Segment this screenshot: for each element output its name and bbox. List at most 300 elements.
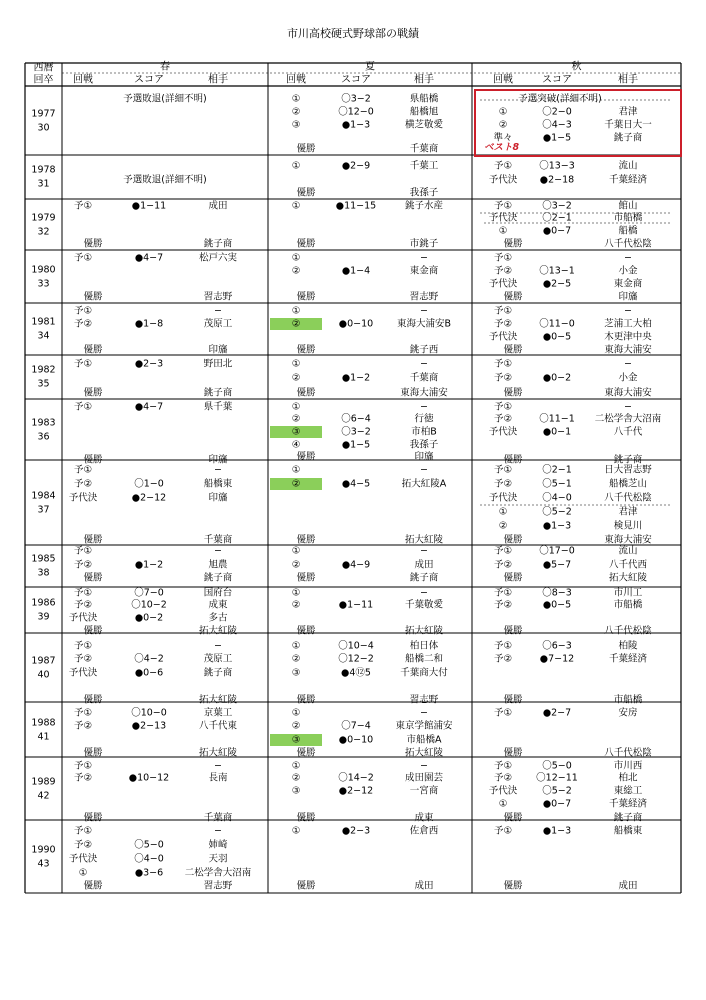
- summer-opponent: 千葉敬愛: [404, 599, 443, 611]
- summer-round: ③: [291, 119, 301, 131]
- spring-opponent: 天羽: [208, 853, 228, 865]
- year-label: 1980: [31, 264, 56, 275]
- autumn-opponent: −: [624, 252, 632, 264]
- summer-opponent: 成田園芸: [404, 772, 443, 784]
- summer-round: ②: [291, 653, 301, 665]
- spring-champion-team: 印旛: [208, 454, 228, 466]
- summer-champion-team: 成東: [414, 812, 434, 824]
- graduating-class-label: 39: [37, 611, 50, 623]
- spring-round: 予①: [73, 200, 93, 212]
- spring-champion-label: 優勝: [83, 572, 103, 584]
- autumn-champion-team: 東海大浦安: [604, 387, 652, 399]
- summer-round: ③: [291, 734, 301, 746]
- summer-round: ②: [291, 318, 301, 330]
- spring-opponent: −: [214, 545, 222, 557]
- spring-champion-label: 優勝: [83, 344, 103, 356]
- autumn-round: 予代決: [488, 278, 518, 290]
- autumn-opponent: 千葉経済: [608, 174, 647, 186]
- summer-score: 〇6−4: [341, 413, 371, 425]
- autumn-opponent: 柏陵: [618, 640, 638, 652]
- autumn-champion-team: 東海大浦安: [604, 534, 652, 546]
- spring-round: 予①: [73, 401, 93, 413]
- autumn-score: ●1−3: [542, 825, 572, 837]
- summer-round: ①: [291, 93, 301, 105]
- autumn-opponent: 東総工: [613, 785, 643, 797]
- spring-round: 予①: [73, 545, 93, 557]
- spring-round: 予②: [73, 839, 93, 851]
- spring-opponent: 野田北: [203, 358, 233, 370]
- graduating-class-label: 31: [37, 178, 50, 190]
- autumn-round: 予②: [493, 413, 513, 425]
- autumn-opponent: 木更津中央: [604, 331, 652, 343]
- autumn-champion-team: 拓大紅陵: [608, 572, 647, 584]
- autumn-round: 予①: [493, 305, 513, 317]
- summer-champion-team: 印旛: [414, 451, 434, 463]
- autumn-score: ●5−7: [542, 559, 572, 571]
- spring-champion-team: 拓大紅陵: [198, 694, 237, 706]
- spring-score: 〇5−0: [134, 839, 164, 851]
- spring-champion-team: 拓大紅陵: [198, 747, 237, 759]
- summer-score: ●4−5: [341, 478, 371, 490]
- spring-champion-label: 優勝: [83, 625, 103, 637]
- year-label: 1978: [31, 164, 56, 176]
- autumn-round: 予代決: [488, 331, 518, 343]
- autumn-score: 〇11−1: [539, 413, 575, 425]
- autumn-round: 予①: [493, 640, 513, 652]
- graduating-class-label: 42: [37, 790, 50, 801]
- spring-round: ①: [78, 867, 88, 879]
- autumn-round: 予①: [493, 252, 513, 264]
- summer-round: ①: [291, 305, 301, 317]
- spring-round: 予①: [73, 587, 93, 599]
- summer-champion-label: 優勝: [296, 880, 316, 892]
- autumn-header-round: 回戦: [493, 74, 513, 86]
- autumn-opponent: 銚子商: [613, 132, 643, 144]
- summer-score: ●1−11: [338, 599, 374, 611]
- summer-champion-label: 優勝: [296, 534, 316, 546]
- spring-opponent: 長南: [208, 772, 228, 784]
- spring-round: 予①: [73, 358, 93, 370]
- summer-score: ●2−3: [341, 825, 371, 837]
- year-label: 1977: [31, 108, 56, 119]
- autumn-round: 予②: [493, 599, 513, 611]
- summer-round: ①: [291, 545, 301, 557]
- autumn-score: 〇5−2: [542, 506, 572, 518]
- autumn-score: ●0−5: [542, 331, 572, 343]
- autumn-score: 〇2−0: [542, 106, 572, 118]
- graduating-class-label: 40: [37, 669, 50, 680]
- summer-champion-label: 優勝: [296, 451, 316, 463]
- graduating-class-label: 41: [37, 731, 50, 742]
- summer-opponent: 一宮商: [409, 785, 439, 797]
- spring-score: ●10−12: [128, 772, 170, 784]
- autumn-round: ①: [498, 106, 508, 118]
- summer-champion-team: 市銚子: [409, 238, 439, 250]
- spring-opponent: 銚子商: [203, 667, 233, 679]
- autumn-champion-label: 優勝: [503, 534, 523, 546]
- autumn-opponent: 千葉経済: [608, 653, 647, 665]
- autumn-champion-label: 優勝: [503, 694, 523, 706]
- summer-opponent: 東海大浦安B: [396, 318, 452, 330]
- autumn-opponent: 小金: [618, 265, 638, 277]
- summer-header-opponent: 相手: [414, 74, 434, 86]
- autumn-round: 予②: [493, 318, 513, 330]
- summer-score: ●11−15: [335, 200, 377, 212]
- autumn-round: 予①: [493, 707, 513, 719]
- summer-score: 〇14−2: [338, 772, 374, 784]
- spring-opponent: −: [214, 825, 222, 837]
- autumn-opponent: 検見川: [613, 520, 643, 532]
- autumn-score: 〇5−1: [542, 478, 572, 490]
- autumn-champion-label: 優勝: [503, 454, 523, 466]
- spring-score: 〇10−2: [131, 599, 167, 611]
- autumn-header-score: スコア: [542, 74, 572, 86]
- autumn-round: 予②: [493, 478, 513, 490]
- autumn-champion-team: 銚子商: [613, 812, 643, 824]
- summer-score: ●0−10: [338, 318, 374, 330]
- spring-champion-label: 優勝: [83, 291, 103, 303]
- spring-opponent: −: [214, 464, 222, 476]
- summer-champion-team: 銚子西: [409, 344, 439, 356]
- summer-score: ●4⑫5: [341, 667, 371, 679]
- spring-round: 予代決: [68, 612, 98, 624]
- year-label: 1990: [31, 844, 56, 855]
- summer-round: ①: [291, 707, 301, 719]
- summer-opponent: −: [420, 707, 428, 719]
- autumn-score: 〇12−11: [536, 772, 578, 784]
- summer-round: ①: [291, 825, 301, 837]
- autumn-round: 予代決: [488, 174, 518, 186]
- autumn-opponent: −: [624, 305, 632, 317]
- summer-champion-label: 優勝: [296, 387, 316, 399]
- summer-round: ①: [291, 252, 301, 264]
- summer-opponent: 成田: [414, 559, 434, 571]
- summer-opponent: −: [420, 760, 428, 772]
- autumn-opponent: 館山: [618, 200, 638, 212]
- autumn-opponent: 八千代西: [608, 559, 647, 571]
- spring-opponent: 旭農: [208, 559, 228, 571]
- autumn-opponent: 君津: [618, 106, 638, 118]
- autumn-opponent: −: [624, 401, 632, 413]
- autumn-opponent: 日大習志野: [604, 464, 652, 476]
- spring-round: 予②: [73, 653, 93, 665]
- spring-opponent: 成田: [208, 200, 228, 212]
- graduating-class-label: 33: [37, 278, 50, 289]
- autumn-note: 予選突破(詳細不明): [518, 93, 602, 105]
- autumn-score: ●2−5: [542, 278, 572, 290]
- summer-round: ②: [291, 720, 301, 732]
- autumn-opponent: 市船橋: [613, 599, 643, 611]
- autumn-score: 〇5−2: [542, 785, 572, 797]
- autumn-opponent: 八千代松陰: [604, 492, 652, 504]
- summer-opponent: 我孫子: [409, 439, 439, 451]
- autumn-round: 予①: [493, 545, 513, 557]
- autumn-round: 予①: [493, 760, 513, 772]
- graduating-class-label: 36: [37, 431, 50, 442]
- year-label: 1986: [31, 597, 56, 609]
- spring-champion-label: 優勝: [83, 454, 103, 466]
- spring-champion-team: 印旛: [208, 344, 228, 356]
- summer-round: ①: [291, 200, 301, 212]
- spring-score: 〇1−0: [134, 478, 164, 490]
- year-label: 1979: [31, 212, 56, 223]
- autumn-score: 〇11−0: [539, 318, 575, 330]
- summer-opponent: −: [420, 464, 428, 476]
- autumn-opponent: 八千代: [613, 426, 643, 438]
- autumn-score: ●0−1: [542, 426, 572, 438]
- summer-champion-team: 成田: [414, 880, 434, 892]
- spring-champion-label: 優勝: [83, 694, 103, 706]
- spring-score: ●4−7: [134, 252, 164, 264]
- autumn-round: 予代決: [488, 785, 518, 797]
- autumn-round: 予①: [493, 401, 513, 413]
- spring-champion-team: 銚子商: [203, 572, 233, 584]
- autumn-champion-team: 八千代松陰: [604, 625, 652, 637]
- summer-opponent: 行徳: [414, 413, 434, 425]
- autumn-score: ●7−12: [539, 653, 575, 665]
- spring-score: 〇4−0: [134, 853, 164, 865]
- autumn-score: 〇6−3: [542, 640, 572, 652]
- year-label: 1987: [31, 655, 56, 666]
- autumn-round: ①: [498, 798, 508, 810]
- spring-score: 〇10−0: [131, 707, 167, 719]
- summer-champion-label: 優勝: [296, 812, 316, 824]
- autumn-score: ●0−5: [542, 599, 572, 611]
- autumn-round: ②: [498, 520, 508, 532]
- spring-round: 予代決: [68, 667, 98, 679]
- summer-opponent: −: [420, 305, 428, 317]
- summer-opponent: 市船橋A: [406, 734, 442, 746]
- autumn-champion-team: 印旛: [618, 291, 638, 303]
- spring-score: ●1−11: [131, 200, 167, 212]
- autumn-opponent: 君津: [618, 506, 638, 518]
- autumn-champion-label: 優勝: [503, 812, 523, 824]
- summer-round: ①: [291, 358, 301, 370]
- summer-round: ③: [291, 667, 301, 679]
- year-label: 1982: [31, 364, 56, 376]
- summer-score: 〇12−2: [338, 653, 374, 665]
- autumn-score: 〇13−3: [539, 160, 575, 172]
- autumn-opponent: −: [624, 358, 632, 370]
- autumn-opponent: 流山: [618, 160, 638, 172]
- spring-round: 予代決: [68, 492, 98, 504]
- graduating-class-label: 43: [37, 858, 50, 869]
- summer-opponent: −: [420, 252, 428, 264]
- spring-round: 予②: [73, 772, 93, 784]
- summer-score: 〇3−2: [341, 93, 371, 105]
- autumn-round: 予①: [493, 358, 513, 370]
- autumn-champion-label: 優勝: [503, 747, 523, 759]
- spring-opponent: −: [214, 305, 222, 317]
- year-label: 1989: [31, 776, 56, 787]
- spring-score: ●0−2: [134, 612, 164, 624]
- autumn-score: ●2−18: [539, 174, 575, 186]
- autumn-opponent: 流山: [618, 545, 638, 557]
- year-label: 1983: [31, 417, 56, 428]
- graduating-class-label: 35: [37, 378, 50, 390]
- autumn-round: 予①: [493, 464, 513, 476]
- autumn-champion-team: 東海大浦安: [604, 344, 652, 356]
- spring-round: 予①: [73, 825, 93, 837]
- summer-champion-team: 拓大紅陵: [404, 747, 443, 759]
- spring-champion-label: 優勝: [83, 387, 103, 399]
- summer-score: ●2−9: [341, 160, 371, 172]
- spring-opponent: 印旛: [208, 492, 228, 504]
- spring-round: 予①: [73, 707, 93, 719]
- summer-opponent: −: [420, 401, 428, 413]
- header-year: 西暦: [33, 62, 54, 74]
- summer-opponent: 佐倉西: [409, 825, 439, 837]
- autumn-champion-label: 優勝: [503, 344, 523, 356]
- summer-opponent: 船橋二和: [404, 653, 443, 665]
- autumn-champion-team: 八千代松陰: [604, 747, 652, 759]
- spring-opponent: 県千葉: [203, 401, 233, 413]
- summer-champion-team: 拓大紅陵: [404, 534, 443, 546]
- autumn-score: ●1−3: [542, 520, 572, 532]
- spring-champion-label: 優勝: [83, 880, 103, 892]
- autumn-round: 予②: [493, 772, 513, 784]
- autumn-round: 準々: [493, 132, 513, 144]
- spring-opponent: 船橋東: [203, 478, 233, 490]
- summer-score: ●2−12: [338, 785, 374, 797]
- spring-round: 予②: [73, 720, 93, 732]
- spring-champion-label: 優勝: [83, 238, 103, 250]
- spring-score: ●1−2: [134, 559, 164, 571]
- summer-score: ●0−10: [338, 734, 374, 746]
- summer-round: ④: [291, 439, 301, 451]
- autumn-round: 予①: [493, 825, 513, 837]
- autumn-opponent: 安房: [618, 707, 638, 719]
- summer-header-round: 回戦: [286, 74, 306, 86]
- autumn-champion-label: 優勝: [503, 238, 523, 250]
- summer-round: ②: [291, 413, 301, 425]
- spring-champion-team: 習志野: [203, 880, 233, 892]
- graduating-class-label: 38: [37, 567, 50, 579]
- spring-score: 〇4−2: [134, 653, 164, 665]
- summer-opponent: 東金商: [409, 265, 439, 277]
- spring-opponent: 茂原工: [203, 318, 233, 330]
- autumn-round: ②: [498, 119, 508, 131]
- spring-opponent: 多古: [208, 612, 228, 624]
- spring-score: ●2−12: [131, 492, 167, 504]
- best8-annotation: ベスト8: [484, 142, 520, 153]
- summer-opponent: −: [420, 358, 428, 370]
- spring-opponent: −: [214, 640, 222, 652]
- summer-score: ●1−4: [341, 265, 371, 277]
- spring-round: 予②: [73, 559, 93, 571]
- spring-score: ●0−6: [134, 667, 164, 679]
- spring-opponent: 八千代東: [198, 720, 237, 732]
- autumn-score: ●2−7: [542, 707, 572, 719]
- autumn-opponent: 千葉日大一: [604, 119, 652, 131]
- spring-champion-label: 優勝: [83, 812, 103, 824]
- summer-round: ②: [291, 478, 301, 490]
- summer-opponent: 県船橋: [409, 93, 439, 105]
- summer-champion-team: 東海大浦安: [400, 387, 448, 399]
- autumn-round: 予代決: [488, 426, 518, 438]
- spring-note: 予選敗退(詳細不明): [123, 93, 207, 105]
- graduating-class-label: 32: [37, 226, 50, 237]
- spring-round: 予①: [73, 640, 93, 652]
- autumn-score: 〇4−0: [542, 492, 572, 504]
- spring-round: 予②: [73, 478, 93, 490]
- autumn-score: 〇2−1: [542, 212, 572, 224]
- autumn-score: 〇5−0: [542, 760, 572, 772]
- autumn-score: 〇3−2: [542, 200, 572, 212]
- autumn-header-opponent: 相手: [618, 74, 638, 86]
- summer-opponent: 東京学館浦安: [395, 720, 453, 732]
- autumn-champion-team: 八千代松陰: [604, 238, 652, 250]
- autumn-round: 予②: [493, 559, 513, 571]
- autumn-score: 〇4−3: [542, 119, 572, 131]
- autumn-round: ①: [498, 225, 508, 237]
- spring-champion-team: 銚子商: [203, 238, 233, 250]
- year-label: 1985: [31, 553, 56, 565]
- summer-round: ②: [291, 265, 301, 277]
- spring-champion-label: 優勝: [83, 747, 103, 759]
- autumn-score: 〇2−1: [542, 464, 572, 476]
- summer-champion-label: 優勝: [296, 747, 316, 759]
- summer-round: ②: [291, 599, 301, 611]
- autumn-score: 〇13−1: [539, 265, 575, 277]
- autumn-round: 予②: [493, 653, 513, 665]
- autumn-opponent: 芝浦工大柏: [604, 318, 652, 330]
- page-title: 市川高校硬式野球部の戦績: [287, 27, 419, 40]
- summer-champion-label: 優勝: [296, 694, 316, 706]
- summer-opponent: 横芝敬愛: [404, 119, 443, 131]
- summer-score: ●1−2: [341, 372, 371, 384]
- autumn-round: 予代決: [488, 492, 518, 504]
- summer-opponent: −: [420, 545, 428, 557]
- summer-score: ●1−3: [341, 119, 371, 131]
- summer-champion-label: 優勝: [296, 143, 316, 155]
- autumn-opponent: 二松学舎大沼南: [594, 413, 662, 425]
- summer-opponent: 船橋旭: [409, 106, 439, 118]
- spring-note: 予選敗退(詳細不明): [123, 174, 207, 186]
- summer-round: ②: [291, 372, 301, 384]
- year-label: 1984: [31, 490, 56, 501]
- summer-round: ①: [291, 160, 301, 172]
- summer-opponent: −: [420, 587, 428, 599]
- autumn-champion-team: 成田: [618, 880, 638, 892]
- spring-round: 予②: [73, 599, 93, 611]
- summer-champion-team: 我孫子: [409, 187, 439, 199]
- summer-score: 〇3−2: [341, 426, 371, 438]
- summer-champion-team: 拓大紅陵: [404, 625, 443, 637]
- spring-header-round: 回戦: [73, 74, 93, 86]
- autumn-score: 〇17−0: [539, 545, 575, 557]
- autumn-score: ●1−5: [542, 132, 572, 144]
- graduating-class-label: 30: [37, 122, 50, 133]
- summer-opponent: 拓大紅陵A: [401, 478, 447, 490]
- summer-header-score: スコア: [341, 74, 371, 86]
- header-autumn: 秋: [571, 61, 582, 73]
- spring-round: 予②: [73, 318, 93, 330]
- spring-opponent: 国府台: [203, 587, 233, 599]
- spring-round: 予①: [73, 252, 93, 264]
- spring-opponent: 姉崎: [208, 839, 228, 851]
- summer-opponent: 千葉商大付: [400, 667, 448, 679]
- autumn-champion-team: 市船橋: [613, 694, 643, 706]
- summer-opponent: 千葉商: [409, 372, 439, 384]
- summer-score: 〇12−0: [338, 106, 374, 118]
- header-spring: 春: [160, 61, 170, 73]
- spring-champion-team: 千葉商: [203, 812, 233, 824]
- summer-round: ②: [291, 559, 301, 571]
- autumn-opponent: 市川工: [613, 587, 643, 599]
- spring-score: ●4−7: [134, 401, 164, 413]
- spring-champion-team: 習志野: [203, 291, 233, 303]
